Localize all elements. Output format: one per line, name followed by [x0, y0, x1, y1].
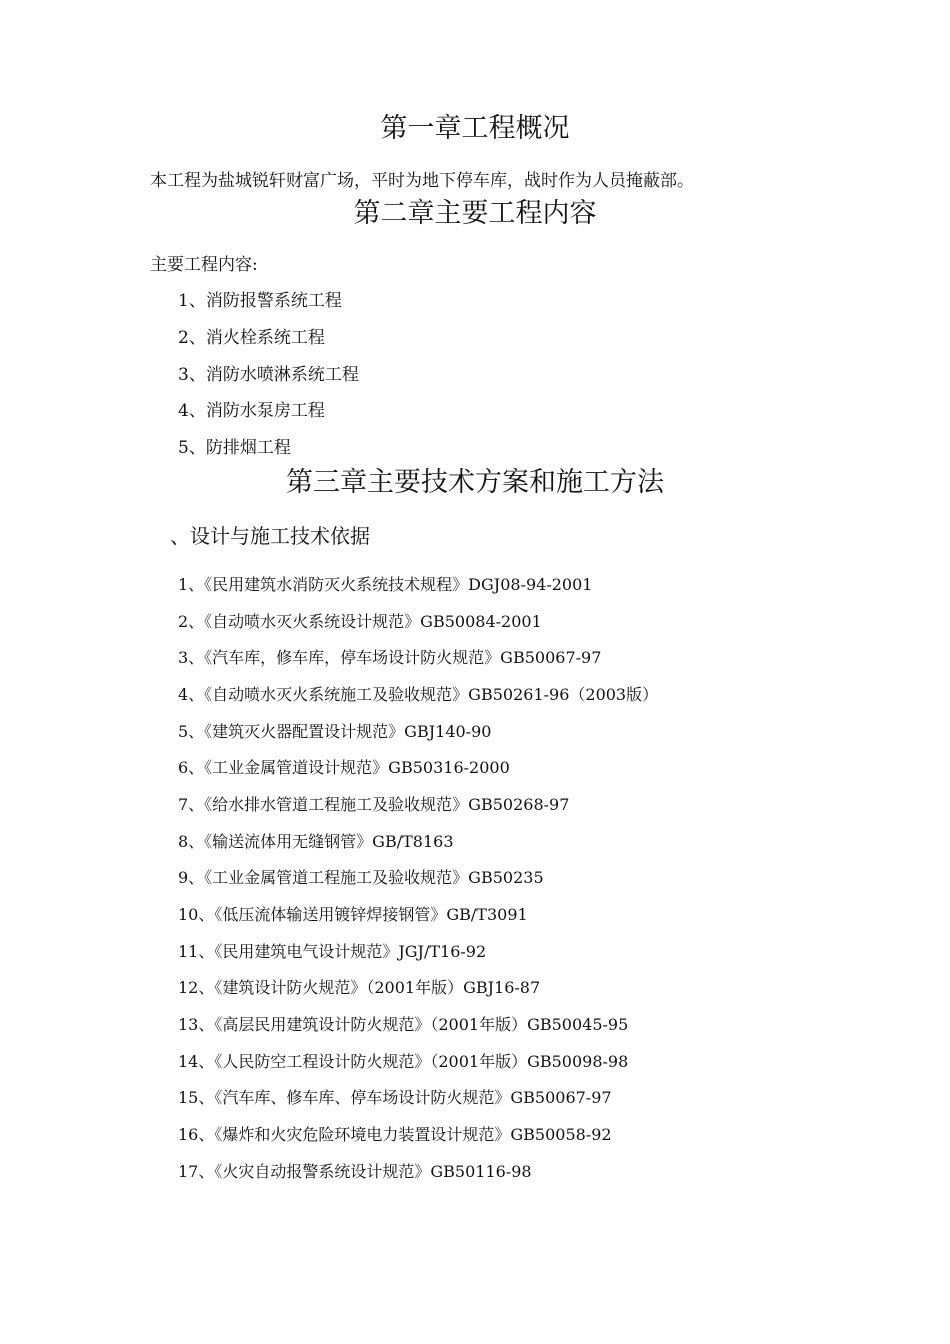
reference-item: 17、《火灾自动报警系统设计规范》GB50116-98	[178, 1162, 532, 1181]
chapter3-title: 第三章主要技术方案和施工方法	[286, 467, 664, 498]
reference-item: 2、《自动喷水灭火系统设计规范》GB50084-2001	[178, 612, 542, 631]
reference-item: 4、《自动喷水灭火系统施工及验收规范》GB50261-96（2003版）	[178, 685, 659, 704]
chapter2-title: 第二章主要工程内容	[353, 198, 597, 229]
reference-item: 12、《建筑设计防火规范》（2001年版）GBJ16-87	[178, 978, 541, 997]
reference-item: 13、《高层民用建筑设计防火规范》（2001年版）GB50045-95	[178, 1015, 629, 1034]
reference-item: 10、《低压流体输送用镀锌焊接钢管》GB/T3091	[178, 905, 528, 924]
reference-item: 15、《汽车库、修车库、停车场设计防火规范》GB50067-97	[178, 1088, 612, 1107]
content-item: 5、防排烟工程	[178, 438, 291, 458]
reference-item: 16、《爆炸和火灾危险环境电力装置设计规范》GB50058-92	[178, 1125, 612, 1144]
chapter1-title: 第一章工程概况	[380, 113, 570, 144]
reference-item: 11、《民用建筑电气设计规范》JGJ/T16-92	[178, 942, 487, 961]
content-item: 1、消防报警系统工程	[178, 291, 342, 311]
reference-item: 1、《民用建筑水消防灭火系统技术规程》DGJ08-94-2001	[178, 575, 593, 594]
reference-item: 5、《建筑灭火器配置设计规范》GBJ140-90	[178, 722, 492, 741]
content-item: 4、消防水泵房工程	[178, 401, 325, 421]
section-heading: 、设计与施工技术依据	[170, 524, 370, 548]
reference-item: 14、《人民防空工程设计防火规范》（2001年版）GB50098-98	[178, 1052, 629, 1071]
reference-item: 3、《汽车库，修车库，停车场设计防火规范》GB50067-97	[178, 648, 602, 667]
reference-item: 6、《工业金属管道设计规范》GB50316-2000	[178, 758, 510, 777]
chapter1-text: 本工程为盐城锐轩财富广场，平时为地下停车库，战时作为人员掩蔽部。	[150, 171, 694, 191]
reference-item: 7、《给水排水管道工程施工及验收规范》GB50268-97	[178, 795, 570, 814]
content-item: 2、消火栓系统工程	[178, 328, 325, 348]
content-item: 3、消防水喷淋系统工程	[178, 365, 359, 385]
reference-item: 9、《工业金属管道工程施工及验收规范》GB50235	[178, 868, 544, 887]
chapter2-intro: 主要工程内容:	[150, 255, 258, 275]
reference-item: 8、《输送流体用无缝钢管》GB/T8163	[178, 832, 454, 851]
